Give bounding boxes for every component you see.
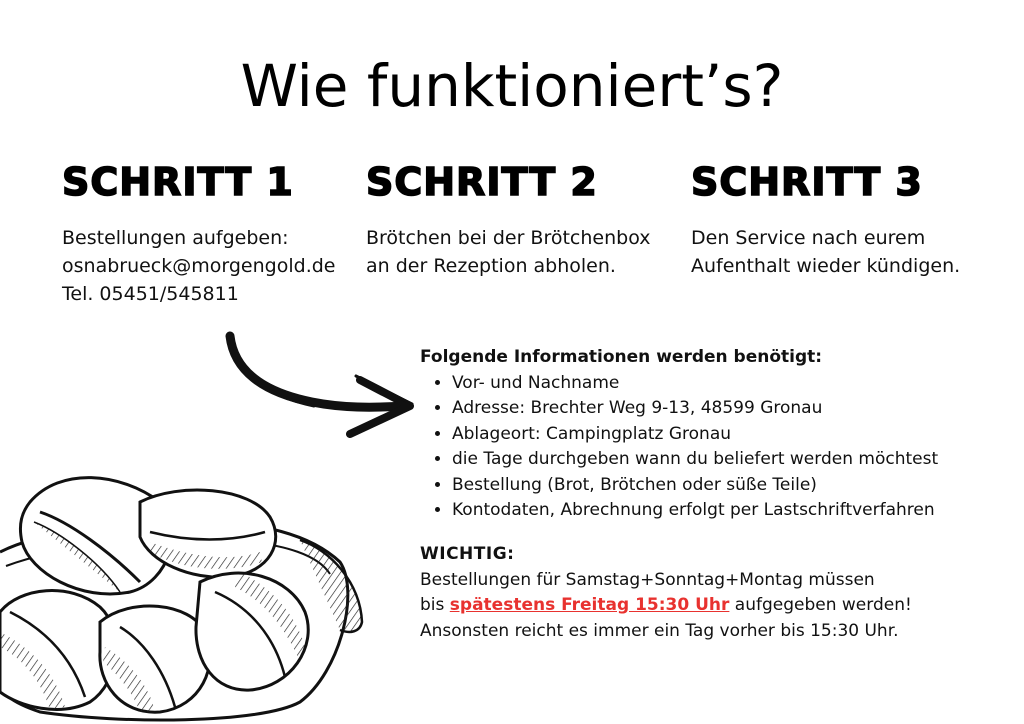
important-line-2 [420,593,912,619]
list-item: • Ablageort: Campingplatz Gronau [452,422,938,448]
list-item: • die Tage durchgeben wann du beliefert werden möchtest [452,447,938,473]
required-info-block [420,345,938,524]
list-item: • Bestellung (Brot, Brötchen oder süße Teile) [452,473,938,499]
step-2-text [366,224,651,280]
step-1-text [62,224,335,308]
page-title: Wie funktioniert’s? [240,52,784,120]
step-3-text [691,224,960,280]
step-2-line-2: an der Rezeption abholen. [366,255,616,277]
important-label: WICHTIG: [420,544,515,564]
deadline-highlight: spätestens Freitag 15:30 Uhr [449,595,730,615]
step-3-line-1: Den Service nach eurem [691,227,926,249]
step-3 [691,160,960,280]
step-1-phone: Tel. 05451/545811 [62,283,239,305]
step-1-email[interactable]: osnabrueck@morgengold.de [62,255,336,277]
list-item: • Kontodaten, Abrechnung erfolgt per Lastschriftverfahren [452,498,938,524]
required-info-list [420,371,938,524]
required-info-heading: Folgende Informationen werden benötigt: [420,347,823,367]
important-line-2-post: aufgegeben werden! [729,595,912,615]
step-3-line-2: Aufenthalt wieder kündigen. [691,255,961,277]
step-1 [62,160,335,308]
step-1-line-1: Bestellungen aufgeben: [62,227,289,249]
important-line-3: Ansonsten reicht es immer ein Tag vorher bis 15:30 Uhr. [420,620,899,641]
important-line-1: Bestellungen für Samstag+Sonntag+Montag müssen [420,569,875,590]
bread-rolls-basket-illustration [0,462,370,724]
list-item: • Vor- und Nachname [452,371,938,397]
step-2-heading: SCHRITT 2 [366,160,598,204]
list-item: • Adresse: Brechter Weg 9-13, 48599 Gronau [452,396,938,422]
step-1-heading: SCHRITT 1 [62,160,294,204]
step-2-line-1: Brötchen bei der Brötchenbox [366,227,651,249]
step-2 [366,160,651,280]
important-line-2-pre: bis [420,595,450,615]
step-3-heading: SCHRITT 3 [691,160,923,204]
important-note [420,542,912,644]
hand-drawn-arrow-icon [222,330,422,445]
